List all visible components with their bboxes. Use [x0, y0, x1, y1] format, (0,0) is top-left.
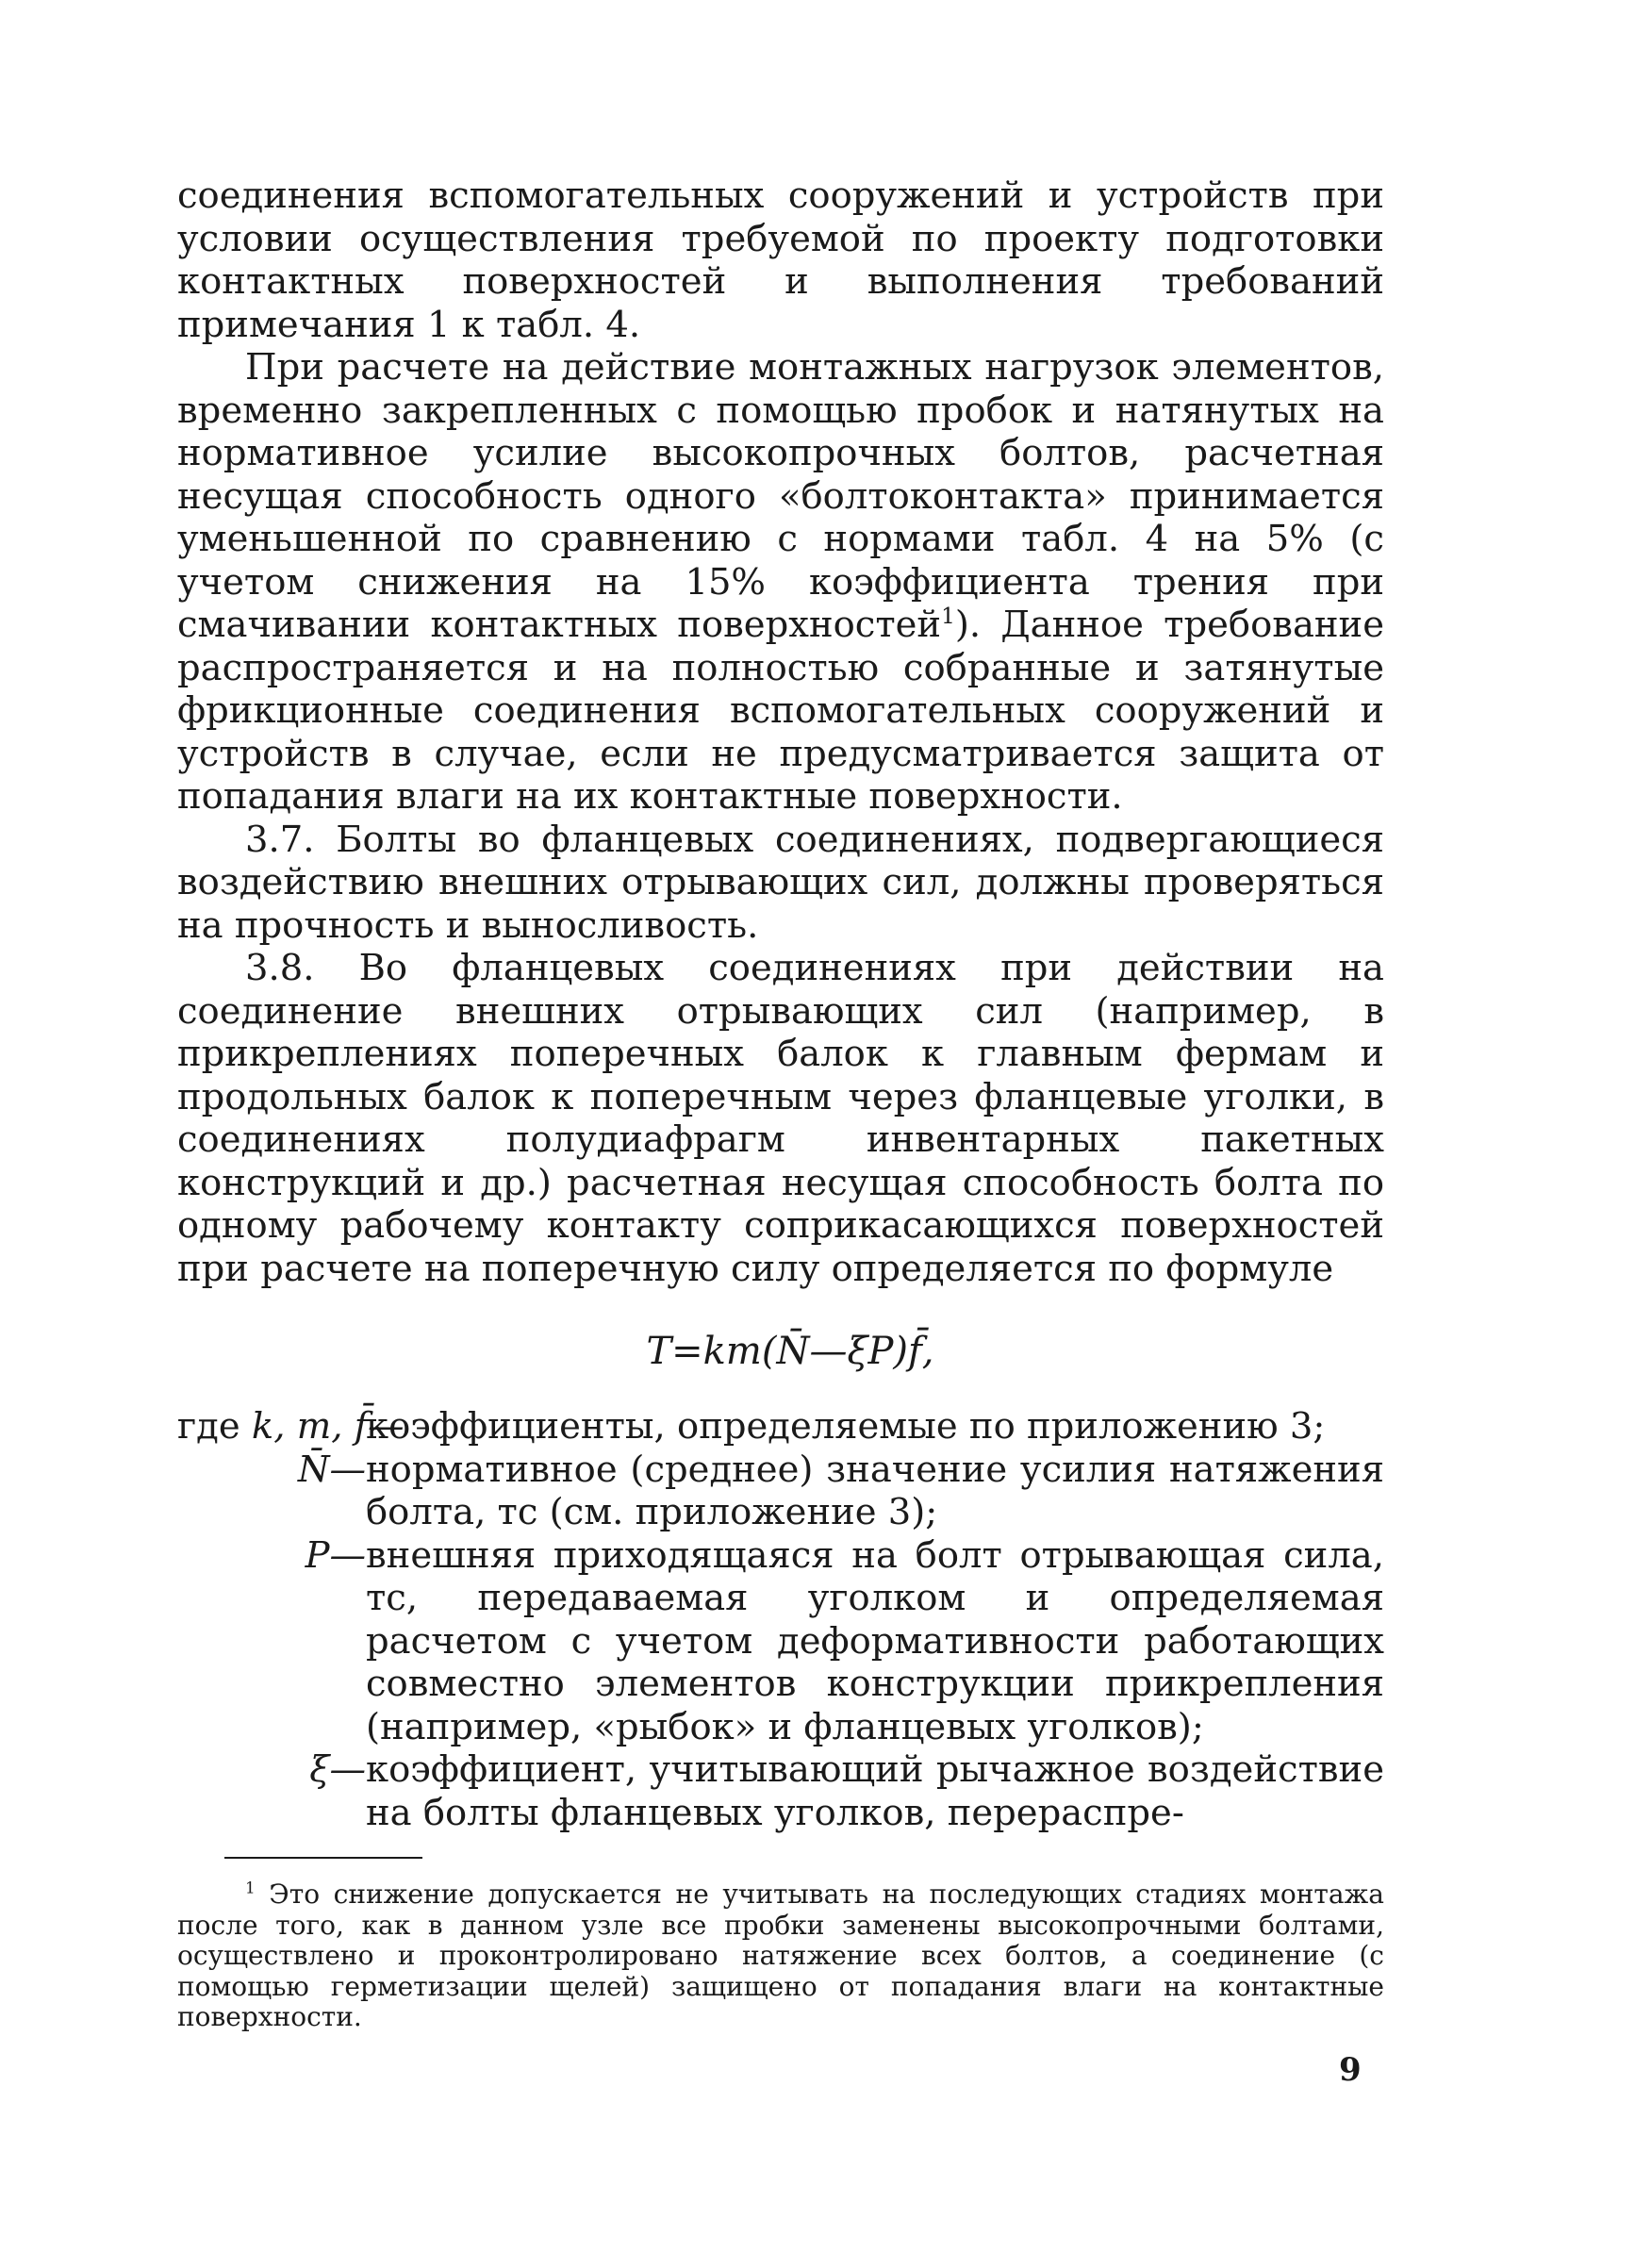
- where-definitions: [177, 1405, 1384, 1834]
- document-page: [177, 174, 1384, 2033]
- where-description: коэффициент, учитывающий рычажное воздействие на болты фланцевых уголков, перераспре-: [366, 1748, 1384, 1834]
- where-symbol: ξ—: [309, 1748, 366, 1791]
- where-symbol-cell: [177, 1748, 366, 1792]
- footnote-reference: 1: [941, 604, 955, 630]
- where-description: внешняя приходящаяся на болт отрывающая сила, тс, передаваемая уголком и определяемая расчетом с учетом деформативности работающих совместно элементов конструкции прикрепления (например, «рыбок» и фланцевых уголков);: [366, 1533, 1384, 1748]
- footnote-text: Это снижение допускается не учитывать на последующих стадиях монтажа после того, как в данном узле все пробки заменены высокопрочными болтами, осуществлено и проконтролировано натяжение всех болтов, а соединение (с помощью герметизации щелей) защищено от попадания влаги на контактные поверхности.: [177, 1879, 1384, 2032]
- where-label: где: [177, 1405, 240, 1448]
- footnote: [177, 1879, 1384, 2033]
- where-symbol-cell: [177, 1449, 366, 1492]
- where-symbol: N̄—: [297, 1448, 366, 1491]
- where-row: [177, 1405, 1384, 1449]
- where-symbol: P—: [305, 1533, 366, 1577]
- paragraph-mounting-loads-part1: При расчете на действие монтажных нагрузок элементов, временно закрепленных с помощью пробок и натянутых на нормативное усилие высокопрочных болтов, расчетная несущая способность одного «болтоконтакта» принимается уменьшенной по сравнению с нормами табл. 4 на 5% (с учетом снижения на 15% коэффициента трения при смачивании контактных поверхностей: [177, 346, 1384, 646]
- paragraph-mounting-loads-part2: ). Данное требование распространяется и на полностью собранные и затянутые фрикционные соединения вспомогательных сооружений и устройств в случае, если не предусматривается защита от попадания влаги на их контактные поверхности.: [177, 604, 1385, 818]
- footnote-mark: 1: [245, 1878, 256, 1897]
- body-text: [177, 174, 1384, 1834]
- where-row: [177, 1534, 1384, 1749]
- where-symbol: k, m, f̄—: [251, 1405, 405, 1448]
- where-description: коэффициенты, определяемые по приложению 3;: [366, 1405, 1326, 1448]
- footnote-divider: [224, 1857, 422, 1859]
- where-row: [177, 1748, 1384, 1834]
- formula: T=km(N̄—ξP)f̄,: [646, 1330, 934, 1373]
- where-symbol-cell: [177, 1534, 366, 1578]
- page-number: 9: [1339, 2051, 1362, 2089]
- paragraph-mounting-loads: [177, 346, 1384, 819]
- paragraph-continuation: соединения вспомогательных сооружений и устройств при условии осуществления требуемой по проекту подготовки контактных поверхностей и выполнения требований примечания 1 к табл. 4.: [177, 174, 1384, 346]
- where-description: нормативное (среднее) значение усилия натяжения болта, тс (см. приложение 3);: [366, 1448, 1384, 1533]
- paragraph-3-8: 3.8. Во фланцевых соединениях при действии на соединение внешних отрывающих сил (например, в прикреплениях поперечных балок к главным фермам и продольных балок к поперечным через фланцевые уголки, в соединениях полудиафрагм инвентарных пакетных конструкций и др.) расчетная несущая способность болта по одному рабочему контакту соприкасающихся поверхностей при расчете на поперечную силу определяется по формуле: [177, 947, 1384, 1290]
- where-prefix: [177, 1405, 405, 1449]
- where-row: [177, 1449, 1384, 1534]
- paragraph-3-7: 3.7. Болты во фланцевых соединениях, подвергающиеся воздействию внешних отрывающих сил, должны проверяться на прочность и выносливость.: [177, 818, 1384, 947]
